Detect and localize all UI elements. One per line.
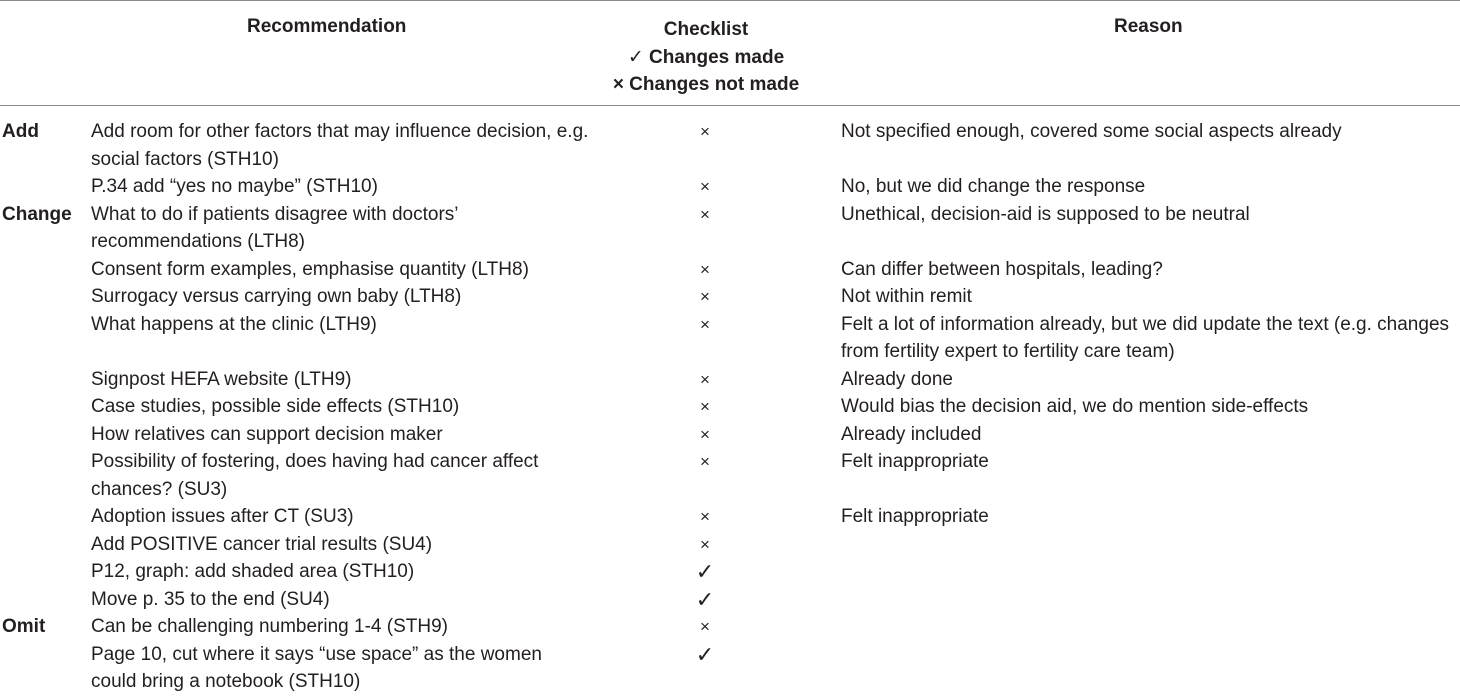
row-recommendation: What happens at the clinic (LTH9) [91, 313, 377, 335]
header-checklist [560, 16, 852, 99]
row-recommendation: Adoption issues after CT (SU3) [91, 506, 354, 527]
table-row [0, 366, 1460, 394]
row-recommendation: Possibility of fostering, does having had cancer affect chances? (SU3) [91, 451, 539, 500]
row-checklist-mark: × [700, 397, 710, 416]
table-row [0, 283, 1460, 311]
row-recommendation: Add room for other factors that may influence decision, e.g. social factors (STH10) [91, 121, 589, 170]
row-recommendation: Add POSITIVE cancer trial results (SU4) [91, 533, 433, 555]
row-reason: Unethical, decision-aid is supposed to be neutral [841, 203, 1250, 225]
table-row [0, 118, 1460, 173]
row-recommendation: Surrogacy versus carrying own baby (LTH8) [91, 286, 462, 307]
table-row [0, 201, 1460, 256]
row-reason: Can differ between hospitals, leading? [841, 258, 1163, 280]
row-recommendation: Can be challenging numbering 1-4 (STH9) [91, 616, 448, 637]
header-reason: Reason [1114, 16, 1183, 37]
row-reason: Felt a lot of information already, but we did update the text (e.g. changes from fertility expert to fertility care team) [841, 313, 1450, 362]
header-checklist-not-made: × Changes not made [612, 74, 800, 95]
row-recommendation: Move p. 35 to the end (SU4) [91, 588, 330, 610]
row-category: Change [2, 203, 72, 225]
header-checklist-made: ✓ Changes made [627, 46, 785, 68]
table-row [0, 421, 1460, 449]
row-checklist-mark: × [700, 204, 710, 224]
row-checklist-mark: ✓ [695, 586, 715, 612]
row-checklist-mark: × [700, 287, 710, 306]
table-row [0, 256, 1460, 284]
row-checklist-mark: × [700, 259, 710, 279]
row-checklist-mark: ✓ [695, 559, 715, 584]
row-recommendation: Signpost HEFA website (LTH9) [91, 368, 352, 390]
table-row [0, 641, 1460, 696]
row-recommendation: What to do if patients disagree with doctors’ recommendations (LTH8) [91, 203, 458, 252]
row-checklist-mark: × [700, 122, 710, 141]
table-row [0, 558, 1460, 586]
table-header [0, 0, 1460, 105]
row-checklist-mark: × [700, 534, 710, 554]
table-row [0, 613, 1460, 641]
row-checklist-mark: ✓ [695, 641, 715, 667]
row-recommendation: Page 10, cut where it says “use space” as the women could bring a notebook (STH10) [91, 643, 542, 692]
header-checklist-title: Checklist [663, 19, 749, 40]
row-reason: Already done [841, 368, 953, 390]
row-checklist-mark: × [700, 177, 710, 196]
row-checklist-mark: × [700, 314, 710, 334]
row-recommendation: Consent form examples, emphasise quantity (LTH8) [91, 258, 529, 280]
row-category: Omit [2, 616, 46, 637]
row-recommendation: P.34 add “yes no maybe” (STH10) [91, 176, 378, 197]
table-body [0, 118, 1460, 696]
row-checklist-mark: × [700, 617, 710, 636]
table-row [0, 531, 1460, 559]
row-checklist-mark: × [700, 507, 710, 526]
table-row [0, 503, 1460, 531]
header-bottom-rule [0, 105, 1460, 106]
header-recommendation: Recommendation [247, 16, 407, 37]
row-recommendation: P12, graph: add shaded area (STH10) [91, 561, 415, 582]
row-reason: No, but we did change the response [841, 176, 1146, 197]
row-reason: Not within remit [841, 286, 972, 307]
row-reason: Would bias the decision aid, we do mention side-effects [841, 396, 1309, 417]
row-recommendation: How relatives can support decision maker [91, 423, 443, 445]
table-row [0, 448, 1460, 503]
row-checklist-mark: × [700, 369, 710, 389]
table-row [0, 393, 1460, 421]
row-checklist-mark: × [700, 452, 710, 471]
row-category: Add [2, 121, 39, 142]
table-row [0, 311, 1460, 366]
row-reason: Already included [841, 423, 982, 445]
table-row [0, 586, 1460, 614]
row-reason: Not specified enough, covered some social aspects already [841, 121, 1342, 142]
row-checklist-mark: × [700, 424, 710, 444]
table-row [0, 173, 1460, 201]
row-reason: Felt inappropriate [841, 451, 989, 472]
row-recommendation: Case studies, possible side effects (STH10) [91, 396, 460, 417]
row-reason: Felt inappropriate [841, 506, 989, 527]
